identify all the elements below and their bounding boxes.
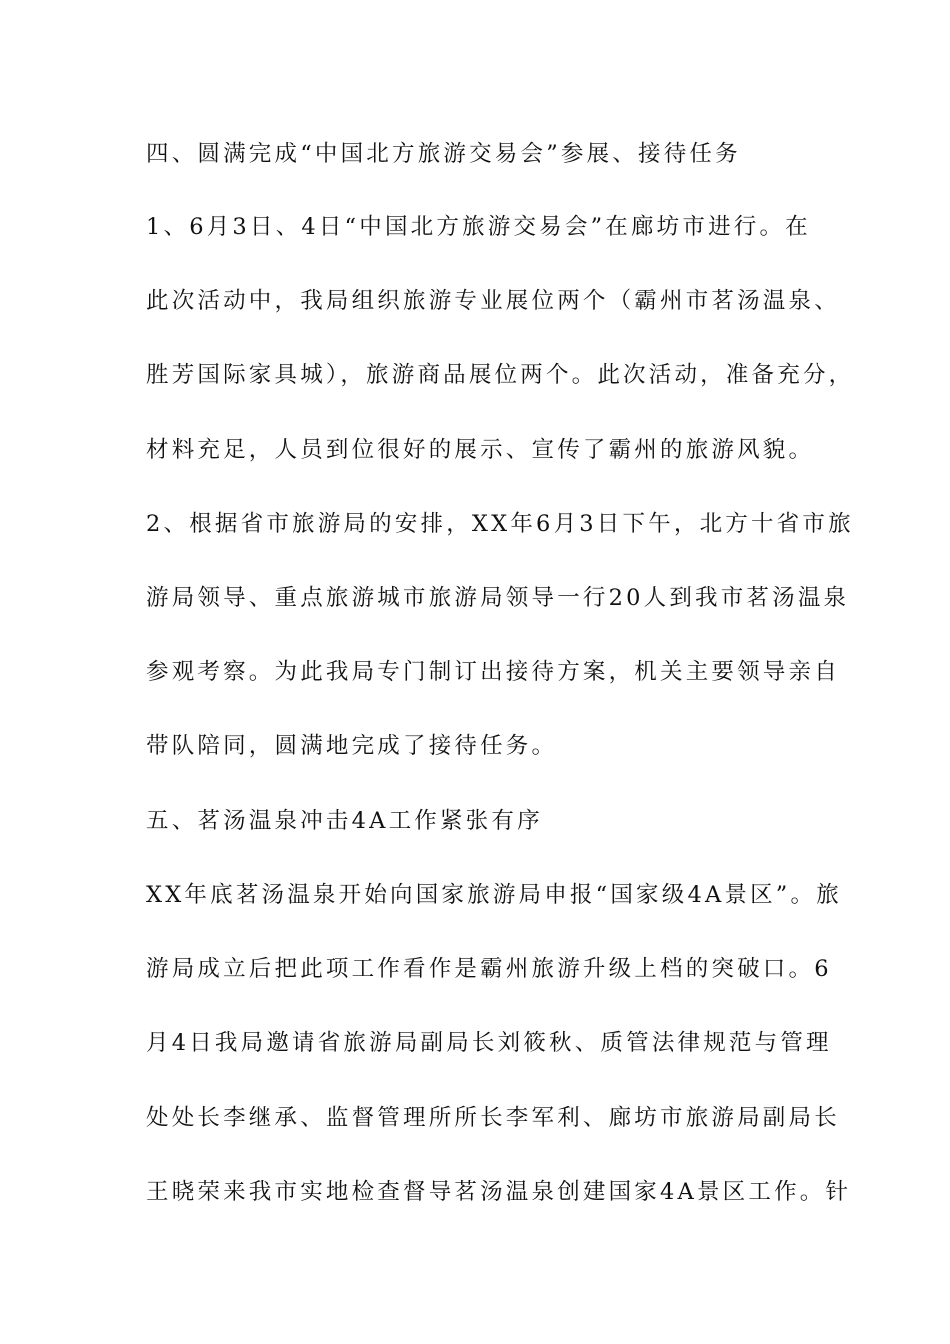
paragraph-line: 王晓荣来我市实地检查督导茗汤温泉创建国家4A景区工作。针 [146,1179,852,1205]
section-heading-4: 四、圆满完成“中国北方旅游交易会”参展、接待任务 [146,141,741,167]
section-heading-5: 五、茗汤温泉冲击4A工作紧张有序 [146,808,543,834]
paragraph-line: XX年底茗汤温泉开始向国家旅游局申报“国家级4A景区”。旅 [146,882,842,908]
paragraph-line: 处处长李继承、监督管理所所长李军利、廊坊市旅游局副局长 [146,1105,840,1131]
paragraph-line: 材料充足，人员到位很好的展示、宣传了霸州的旅游风貌。 [146,437,815,463]
paragraph-line: 游局成立后把此项工作看作是霸州旅游升级上档的突破口。6 [146,956,832,982]
paragraph-line: 胜芳国际家具城），旅游商品展位两个。此次活动，准备充分， [146,362,855,388]
paragraph-line: 游局领导、重点旅游城市旅游局领导一行20人到我市茗汤温泉 [146,585,850,611]
paragraph-line: 此次活动中，我局组织旅游专业展位两个（霸州市茗汤温泉、 [146,288,840,314]
paragraph-line: 2、根据省市旅游局的安排，XX年6月3日下午，北方十省市旅 [146,511,854,537]
paragraph-line: 参观考察。为此我局专门制订出接待方案，机关主要领导亲自 [146,659,840,685]
paragraph-line: 月4日我局邀请省旅游局副局长刘筱秋、质管法律规范与管理 [146,1030,832,1056]
paragraph-line: 1、6月3日、4日“中国北方旅游交易会”在廊坊市进行。在 [146,214,811,240]
paragraph-line: 带队陪同，圆满地完成了接待任务。 [146,733,558,759]
